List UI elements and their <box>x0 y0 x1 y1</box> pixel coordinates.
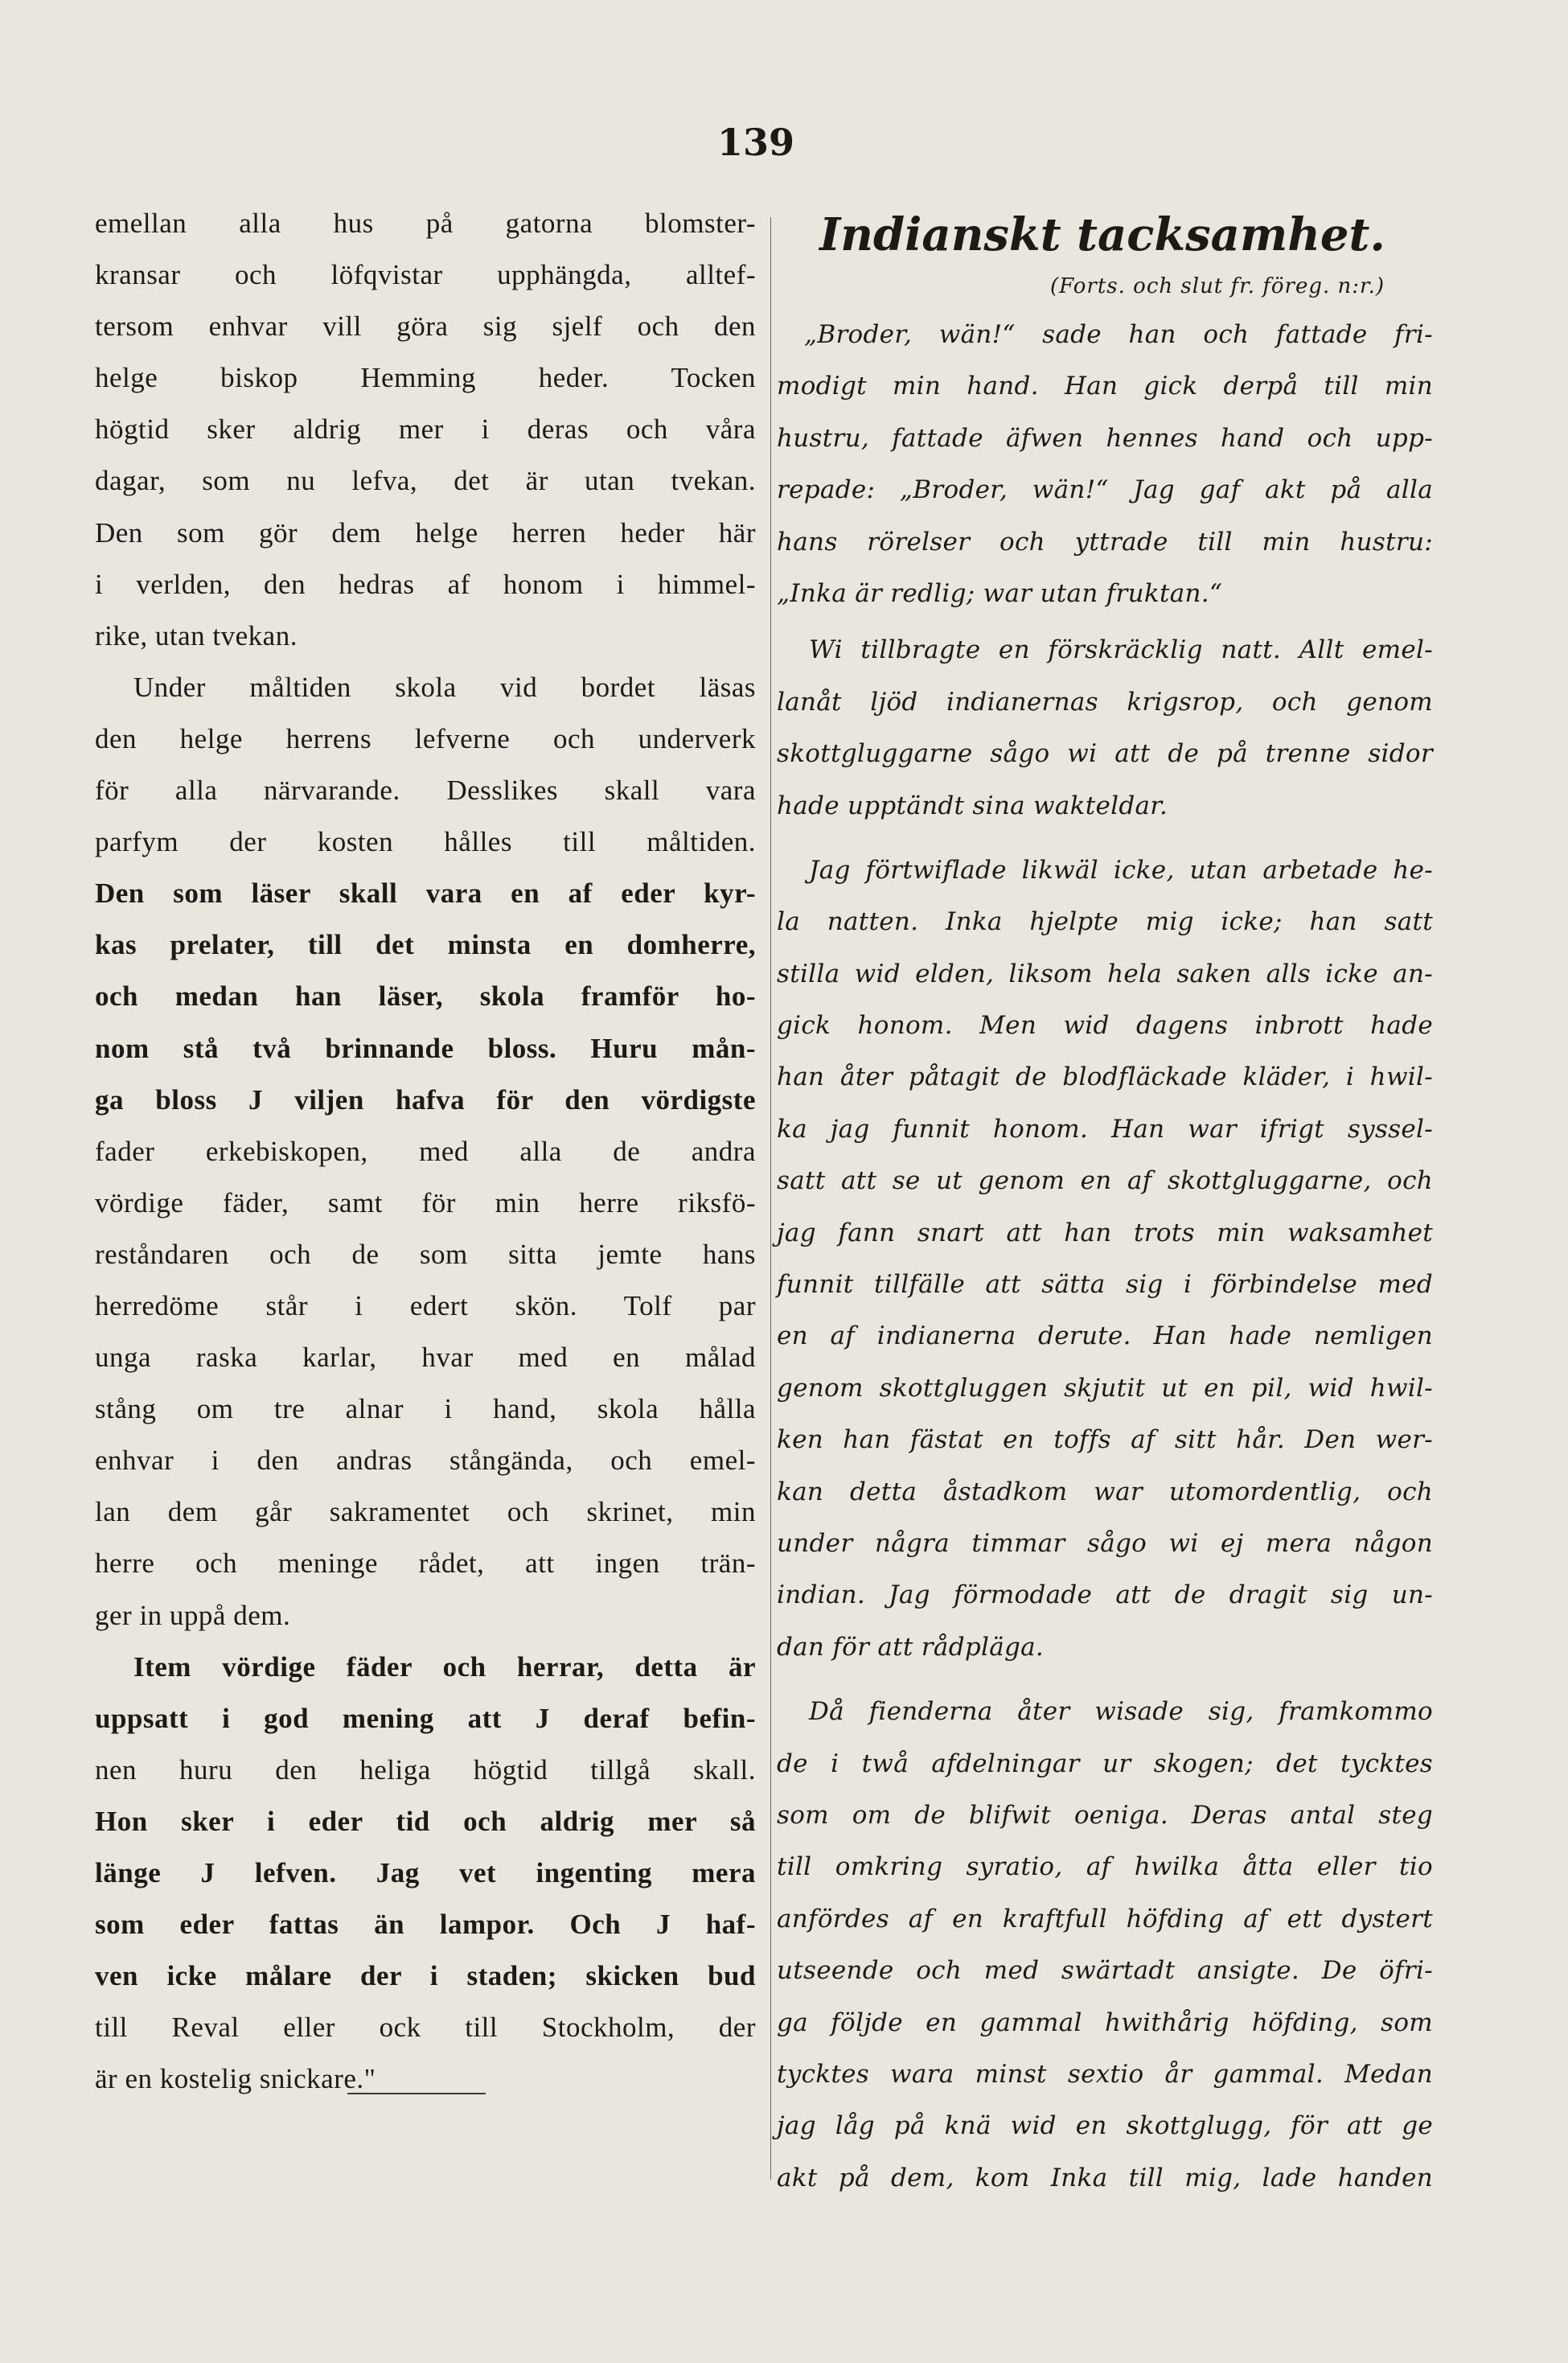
text-line: vördige fäder, samt för min herre riksfö- <box>95 1186 756 1218</box>
text-line: unga raska karlar, hvar med en målad <box>95 1342 756 1374</box>
right-column <box>772 201 1433 2204</box>
paragraph <box>772 309 1433 619</box>
text-line: anfördes af en kraftfull höfding af ett dystert <box>777 1904 1433 1934</box>
text-line: nom stå två brinnande bloss. Huru mån- <box>95 1032 756 1064</box>
text-line: en af indianerna derute. Han hade nemligen <box>777 1321 1433 1351</box>
text-line: helge biskop Hemming heder. Tocken <box>95 362 756 394</box>
text-line: hustru, fattade äfwen hennes hand och upp- <box>777 423 1433 453</box>
paragraph <box>772 1686 1433 2204</box>
text-line: la natten. Inka hjelpte mig icke; han satt <box>777 907 1433 937</box>
continuation-note: (Forts. och slut fr. föreg. n:r.) <box>1050 274 1385 298</box>
text-line: skottgluggarne sågo wi att de på trenne sidor <box>777 739 1433 769</box>
text-line: kransar och löfqvistar upphängda, alltef- <box>95 259 756 291</box>
text-line: nen huru den heliga högtid tillgå skall. <box>95 1753 756 1786</box>
text-line: Den som läser skall vara en af eder kyr- <box>95 877 756 910</box>
text-line: „Inka är redlig; war utan fruktan.“ <box>777 578 1223 608</box>
text-line: parfym der kosten hålles till måltiden. <box>95 826 756 858</box>
text-line: stilla wid elden, liksom hela saken alls icke an- <box>777 959 1433 988</box>
text-line: ka jag funnit honom. Han war ifrigt syssel- <box>777 1114 1433 1144</box>
text-line: är en kostelig snickare." <box>95 2063 376 2095</box>
text-line: kan detta åstadkom war utomordentlig, och <box>777 1477 1433 1506</box>
text-line: enhvar i den andras stångända, och emel- <box>95 1445 756 1477</box>
text-line: Hon sker i eder tid och aldrig mer så <box>95 1805 756 1837</box>
text-line: Item vördige fäder och herrar, detta är <box>133 1650 756 1683</box>
text-line: modigt min hand. Han gick derpå till min <box>777 372 1433 401</box>
text-line: till omkring syratio, af hwilka åtta eller tio <box>777 1852 1433 1882</box>
text-line: för alla närvarande. Desslikes skall vara <box>95 775 756 807</box>
text-line: Wi tillbragte en förskräcklig natt. Allt emel- <box>809 635 1433 665</box>
text-line: han åter påtagit de blodfläckade kläder, i hwil- <box>777 1062 1433 1092</box>
text-line: som om de blifwit oeniga. Deras antal steg <box>777 1800 1433 1830</box>
text-line: uppsatt i god mening att J deraf befin- <box>95 1702 756 1734</box>
text-line: ga bloss J viljen hafva för den vördigste <box>95 1083 756 1116</box>
article-title: Indianskt tacksamhet. <box>819 208 1385 261</box>
text-line: emellan alla hus på gatorna blomster- <box>95 208 756 239</box>
text-line: ven icke målare der i staden; skicken bud <box>95 1960 756 1992</box>
section-divider <box>347 2093 486 2094</box>
text-line: dan för att rådpläga. <box>777 1632 1045 1662</box>
text-line: herredöme står i edert skön. Tolf par <box>95 1289 756 1321</box>
text-line: lanåt ljöd indianernas krigsrop, och genom <box>777 687 1433 717</box>
text-line: gick honom. Men wid dagens inbrott hade <box>777 1011 1433 1041</box>
left-column <box>95 198 756 2105</box>
text-line: akt på dem, kom Inka till mig, lade handen <box>777 2163 1433 2192</box>
text-line: högtid sker aldrig mer i deras och våra <box>95 413 756 446</box>
paragraph <box>772 624 1433 832</box>
paragraph <box>772 845 1433 1673</box>
text-line: hade upptändt sina wakteldar. <box>777 791 1168 820</box>
page-number: 139 <box>716 121 795 164</box>
text-line: satt att se ut genom en af skottgluggarne, och <box>777 1166 1433 1196</box>
text-line: Jag förtwiflade likwäl icke, utan arbetade he- <box>809 855 1433 885</box>
text-line: de i twå afdelningar ur skogen; det tycktes <box>777 1749 1433 1778</box>
text-line: jag låg på knä wid en skottglugg, för att ge <box>777 2111 1433 2141</box>
text-line: Den som gör dem helge herren heder här <box>95 516 756 549</box>
text-line: reståndaren och de som sitta jemte hans <box>95 1238 756 1270</box>
text-line: och medan han läser, skola framför ho- <box>95 980 756 1013</box>
text-line: herre och meninge rådet, att ingen trän- <box>95 1547 756 1580</box>
text-line: ger in uppå dem. <box>95 1599 291 1631</box>
text-line: fader erkebiskopen, med alla de andra <box>95 1135 756 1167</box>
text-line: ken han fästat en toffs af sitt hår. Den wer- <box>777 1425 1433 1455</box>
text-line: rike, utan tvekan. <box>95 619 298 651</box>
text-line: dagar, som nu lefva, det är utan tvekan. <box>95 465 756 497</box>
text-line: hans rörelser och yttrade till min hustru: <box>777 527 1433 557</box>
text-line: som eder fattas än lampor. Och J haf- <box>95 1909 756 1941</box>
text-line: jag fann snart att han trots min waksamhet <box>777 1218 1433 1247</box>
text-line: lan dem går sakramentet och skrinet, min <box>95 1496 756 1528</box>
text-line: i verlden, den hedras af honom i himmel- <box>95 568 756 600</box>
text-line: den helge herrens lefverne och underverk <box>95 722 756 754</box>
text-line: funnit tillfälle att sätta sig i förbindelse med <box>777 1270 1433 1300</box>
text-line: tycktes wara minst sextio år gammal. Medan <box>777 2059 1433 2089</box>
text-line: kas prelater, till det minsta en domherre, <box>95 929 756 961</box>
text-line: „Broder, wän!“ sade han och fattade fri- <box>804 320 1433 349</box>
text-line: till Reval eller ock till Stockholm, der <box>95 2012 756 2044</box>
text-line: Under måltiden skola vid bordet läsas <box>133 671 756 703</box>
text-line: genom skottgluggen skjutit ut en pil, wid hwil- <box>777 1373 1433 1403</box>
text-line: Då fienderna åter wisade sig, framkommo <box>809 1697 1433 1727</box>
text-line: stång om tre alnar i hand, skola hålla <box>95 1393 756 1425</box>
text-line: indian. Jag förmodade att de dragit sig un- <box>777 1580 1433 1610</box>
text-line: länge J lefven. Jag vet ingenting mera <box>95 1857 756 1888</box>
text-line: repade: „Broder, wän!“ Jag gaf akt på alla <box>777 475 1433 505</box>
text-line: tersom enhvar vill göra sig sjelf och den <box>95 310 756 343</box>
text-line: under några timmar sågo wi ej mera någon <box>777 1528 1433 1558</box>
column-rule <box>770 217 771 2180</box>
text-line: utseende och med swärtadt ansigte. De öfri- <box>777 1956 1433 1986</box>
text-line: ga följde en gammal hwithårig höfding, som <box>777 2008 1433 2037</box>
